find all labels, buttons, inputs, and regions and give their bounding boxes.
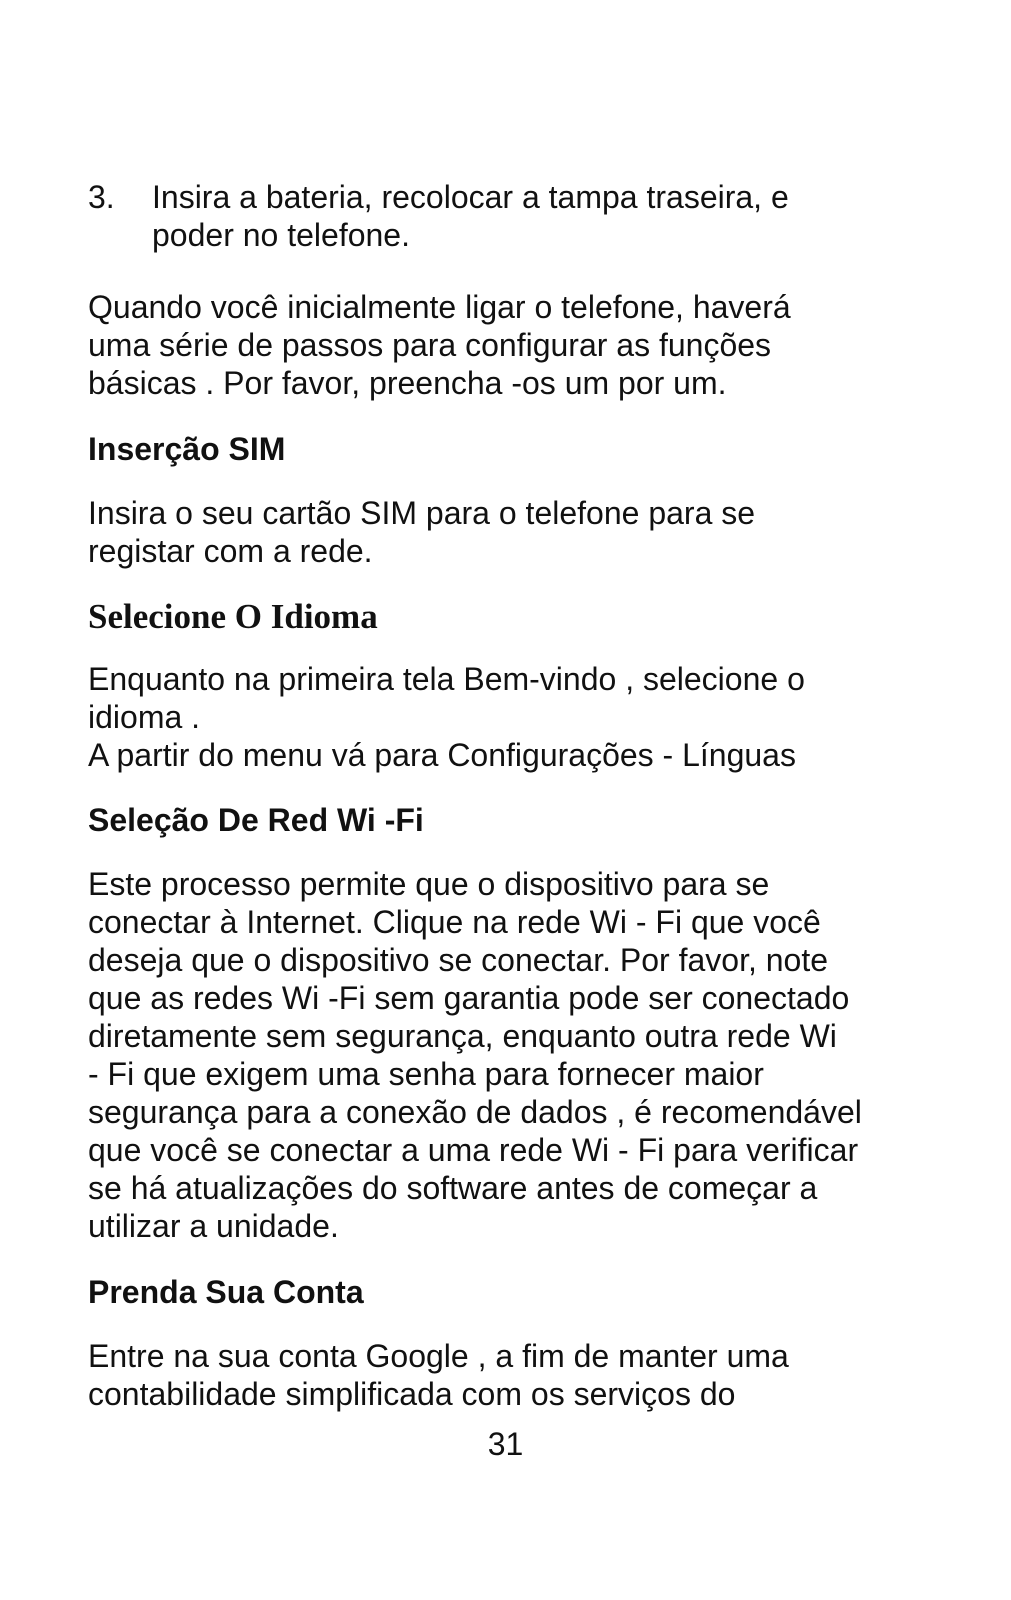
wifi-heading: Seleção De Red Wi -Fi xyxy=(88,802,424,838)
language-line-2: idioma . xyxy=(88,699,201,735)
wifi-line-3: deseja que o dispositivo se conectar. Por favor, note xyxy=(88,942,829,978)
wifi-line-8: que você se conectar a uma rede Wi - Fi para verificar xyxy=(88,1132,859,1168)
language-paragraph xyxy=(88,660,918,774)
language-line-1: Enquanto na primeira tela Bem-vindo , selecione o xyxy=(88,661,805,697)
account-heading: Prenda Sua Conta xyxy=(88,1274,364,1310)
account-paragraph xyxy=(88,1337,918,1413)
sim-line-1: Insira o seu cartão SIM para o telefone para se xyxy=(88,495,756,531)
wifi-line-6: - Fi que exigem uma senha para fornecer maior xyxy=(88,1056,764,1092)
sim-line-2: registar com a rede. xyxy=(88,533,373,569)
wifi-line-10: utilizar a unidade. xyxy=(88,1208,339,1244)
step-number: 3. xyxy=(88,179,115,215)
wifi-paragraph xyxy=(88,865,918,1245)
account-line-2: contabilidade simplificada com os serviços do xyxy=(88,1376,736,1412)
document-page xyxy=(88,178,918,1413)
account-line-1: Entre na sua conta Google , a fim de manter uma xyxy=(88,1338,789,1374)
language-line-3: A partir do menu vá para Configurações - Línguas xyxy=(88,737,796,773)
intro-line-3: básicas . Por favor, preencha -os um por um. xyxy=(88,365,727,401)
wifi-line-9: se há atualizações do software antes de começar a xyxy=(88,1170,818,1206)
wifi-line-7: segurança para a conexão de dados , é recomendável xyxy=(88,1094,862,1130)
wifi-line-5: diretamente sem segurança, enquanto outra rede Wi xyxy=(88,1018,837,1054)
intro-line-2: uma série de passos para configurar as funções xyxy=(88,327,772,363)
step-3-line-2: poder no telefone. xyxy=(152,217,410,253)
wifi-line-2: conectar à Internet. Clique na rede Wi - Fi que você xyxy=(88,904,821,940)
language-heading: Selecione O Idioma xyxy=(88,597,378,636)
sim-paragraph xyxy=(88,494,918,570)
intro-line-1: Quando você inicialmente ligar o telefone, haverá xyxy=(88,289,791,325)
wifi-line-4: que as redes Wi -Fi sem garantia pode ser conectado xyxy=(88,980,850,1016)
intro-paragraph xyxy=(88,288,918,402)
step-3-item xyxy=(88,178,918,254)
step-3-line-1: Insira a bateria, recolocar a tampa traseira, e xyxy=(152,179,789,215)
page-number: 31 xyxy=(487,1426,524,1462)
sim-heading: Inserção SIM xyxy=(88,431,286,467)
wifi-line-1: Este processo permite que o dispositivo para se xyxy=(88,866,770,902)
